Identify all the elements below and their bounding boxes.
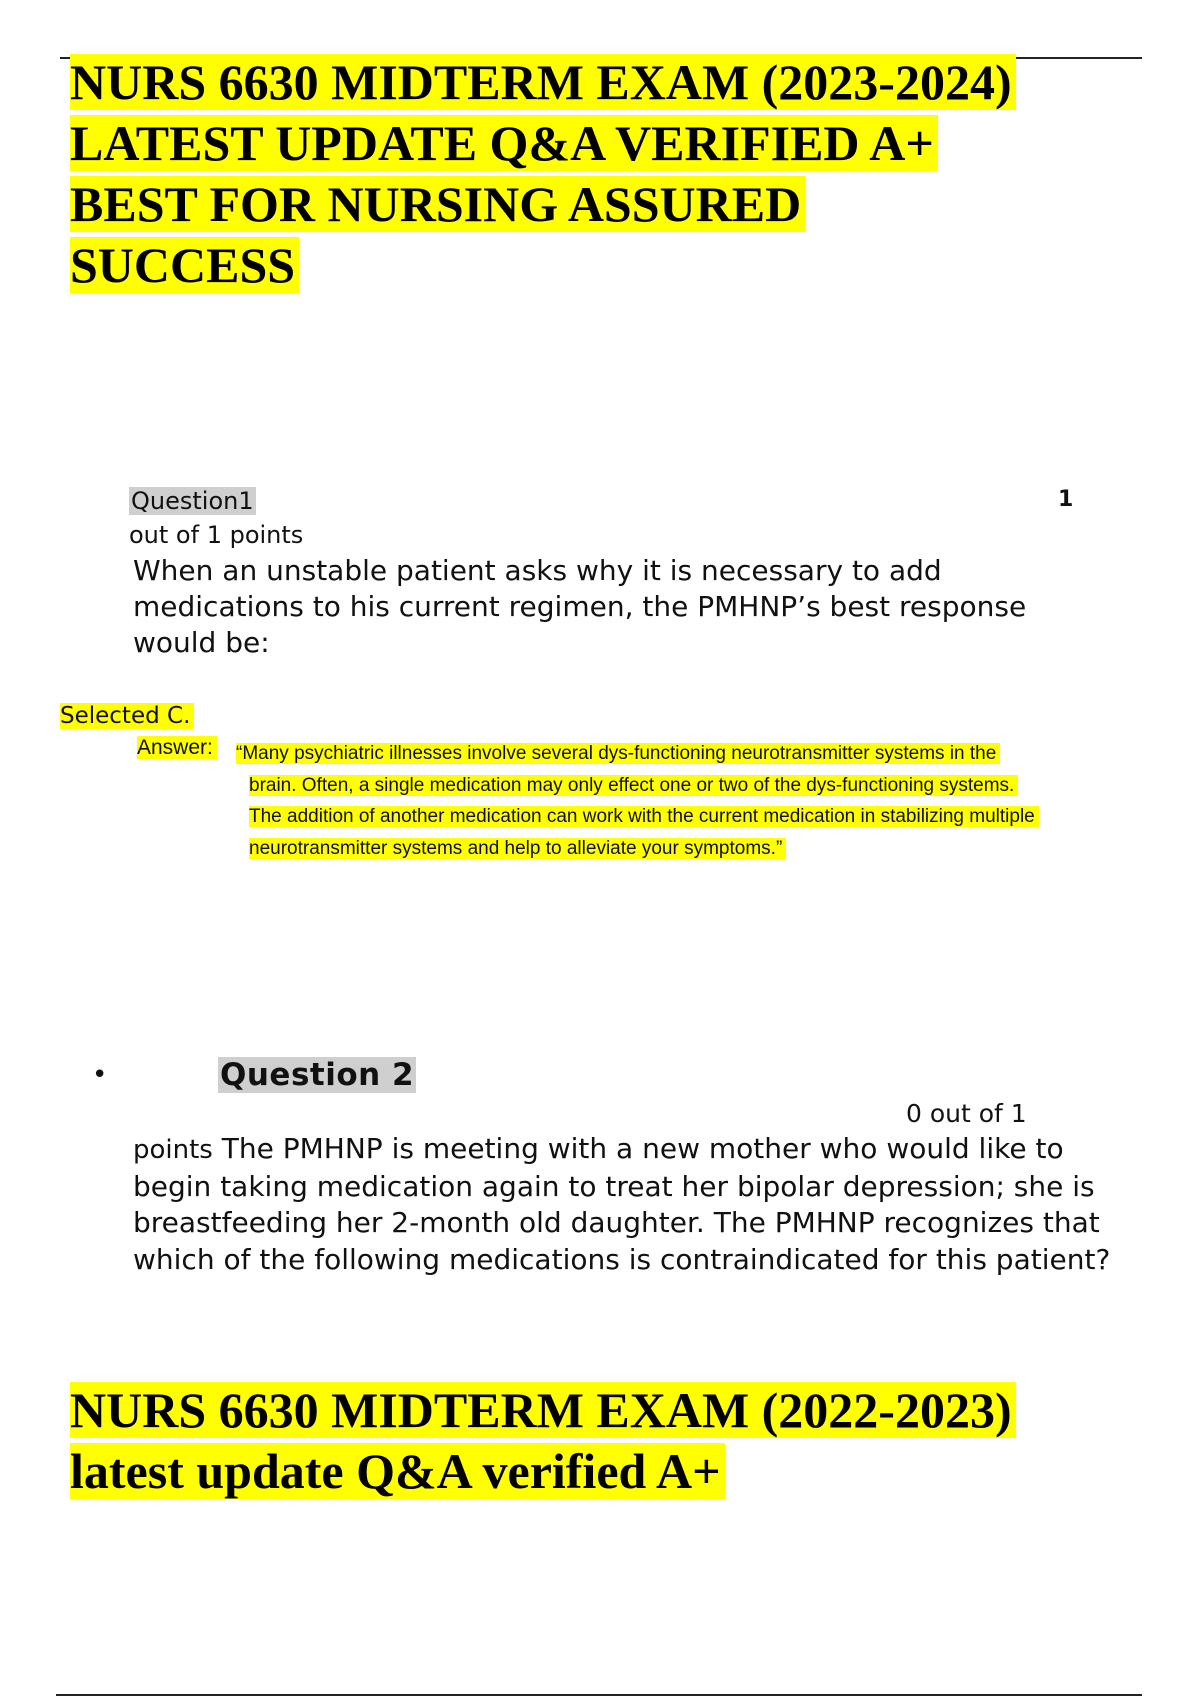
selected-answer-text: “Many psychiatric illnesses involve several dys-functioning neurotransmitter systems in the brain. Often, a single medication may only effect one or two of the dys-functioning systems. The addition of another medication can work with the current medication in stabilizing multiple neurotransmitter systems and help to alleviate your symptoms.”: [236, 743, 1039, 859]
question-1-label: Question1: [131, 487, 254, 515]
footer-title: [70, 1380, 1100, 1502]
title-line-1: NURS 6630 MIDTERM EXAM (2023-2024): [70, 54, 1016, 110]
question-1-label-wrap: [129, 487, 256, 515]
title-line-4: SUCCESS: [70, 237, 299, 293]
question-2-text: The PMHNP is meeting with a new mother who would like to begin taking medication again to treat her bipolar depression; she is breastfeeding her 2-month old daughter. The PMHNP recognizes that which of the following medications is contraindicated for this patient?: [133, 1132, 1111, 1276]
answer-label: Answer:: [137, 736, 217, 759]
question-2-bullet: •: [92, 1060, 108, 1090]
footer-title-line-1: NURS 6630 MIDTERM EXAM (2022-2023): [70, 1382, 1016, 1438]
question-2-label: Question 2: [220, 1057, 415, 1093]
question-1-points: out of 1 points: [129, 521, 304, 549]
bottom-rule: [56, 1694, 1142, 1696]
question-1-text: When an unstable patient asks why it is necessary to add medications to his current regimen, the PMHNP’s best response would be:: [133, 554, 1027, 659]
selected-answer-text-wrap: [236, 738, 1049, 864]
answer-label-wrap: [137, 736, 217, 760]
selected-label: Selected C.: [60, 703, 194, 729]
title-line-3: BEST FOR NURSING ASSURED: [70, 176, 805, 232]
question-1-score: 1: [1058, 487, 1074, 512]
question-2-score: 0 out of 1: [906, 1099, 1027, 1128]
question-2-text-wrap: [133, 1131, 1123, 1278]
document-title: [70, 52, 1100, 296]
question-2-points-lead: points: [133, 1135, 213, 1165]
question-2-label-wrap: [218, 1057, 416, 1093]
footer-title-line-2: latest update Q&A verified A+: [70, 1443, 725, 1499]
title-line-2: LATEST UPDATE Q&A VERIFIED A+: [70, 115, 938, 171]
selected-label-wrap: [60, 703, 194, 729]
